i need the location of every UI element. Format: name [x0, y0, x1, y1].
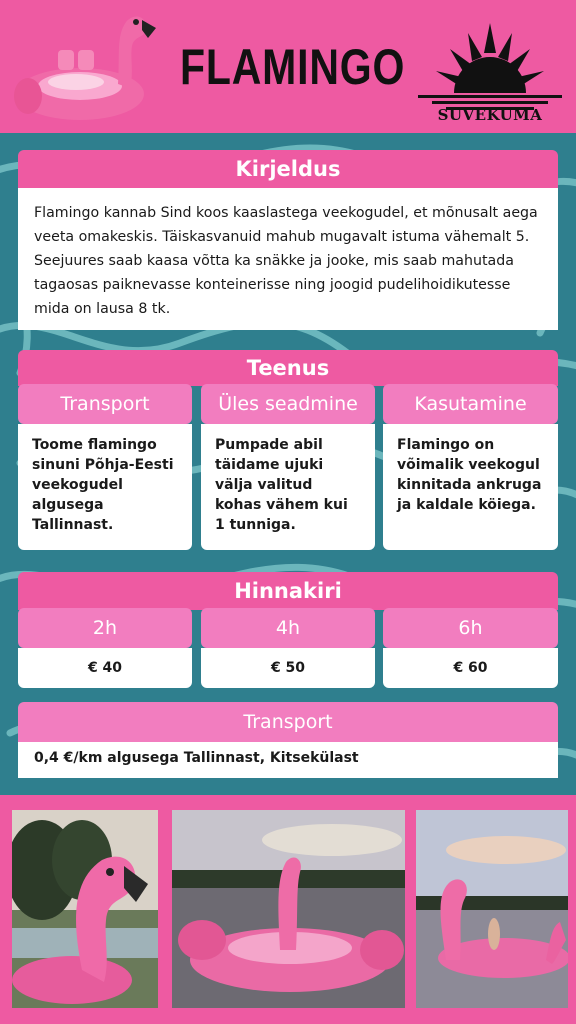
service-col-transport-text: Toome flamingo sinuni Põhja-Eesti veekogudel algusega Tallinnast.: [18, 424, 192, 550]
brand-name: SUVEKUMA: [437, 106, 543, 124]
photo-flamingo-closeup: [12, 810, 158, 1008]
price-value-4h: € 50: [201, 648, 375, 688]
service-col-usage-title: Kasutamine: [383, 384, 558, 424]
transport-title: Transport: [18, 702, 558, 742]
transport-text: 0,4 €/km algusega Tallinnast, Kitsekülast: [34, 750, 359, 766]
price-duration-4h: 4h: [201, 608, 375, 648]
flamingo-float-icon: [8, 6, 158, 124]
service-col-setup-title: Üles seadmine: [201, 384, 375, 424]
price-value-2h: € 40: [18, 648, 192, 688]
pricing-title: Hinnakiri: [18, 572, 558, 610]
price-value-6h: € 60: [383, 648, 558, 688]
transport-box: [18, 742, 558, 778]
description-text: Flamingo kannab Sind koos kaaslastega veekogudel, et mõnusalt aega veeta omakeskis. Täiskasvanuid mahub mugavalt istuma vähemalt 5. Seejuures saab kaasa võtta ka snäkke ja jooke, mis saab mahutada tagaosas paiknevasse konteinerisse ning joogid pudelihoidikutesse mida on lausa 8 tk.: [34, 205, 538, 317]
header: [0, 0, 576, 133]
description-title: Kirjeldus: [18, 150, 558, 188]
photo-flamingo-lake: [172, 810, 405, 1008]
description-box: [18, 188, 558, 330]
photo-flamingo-people: [416, 810, 568, 1008]
service-col-transport-title: Transport: [18, 384, 192, 424]
service-title: Teenus: [18, 350, 558, 386]
service-col-usage-text: Flamingo on võimalik veekogul kinnitada ankruga ja kaldale köiega.: [383, 424, 558, 550]
service-col-setup-text: Pumpade abil täidame ujuki välja valitud kohas vähem kui 1 tunniga.: [201, 424, 375, 550]
price-duration-2h: 2h: [18, 608, 192, 648]
price-duration-6h: 6h: [383, 608, 558, 648]
page-title: FLAMINGO: [180, 39, 406, 95]
